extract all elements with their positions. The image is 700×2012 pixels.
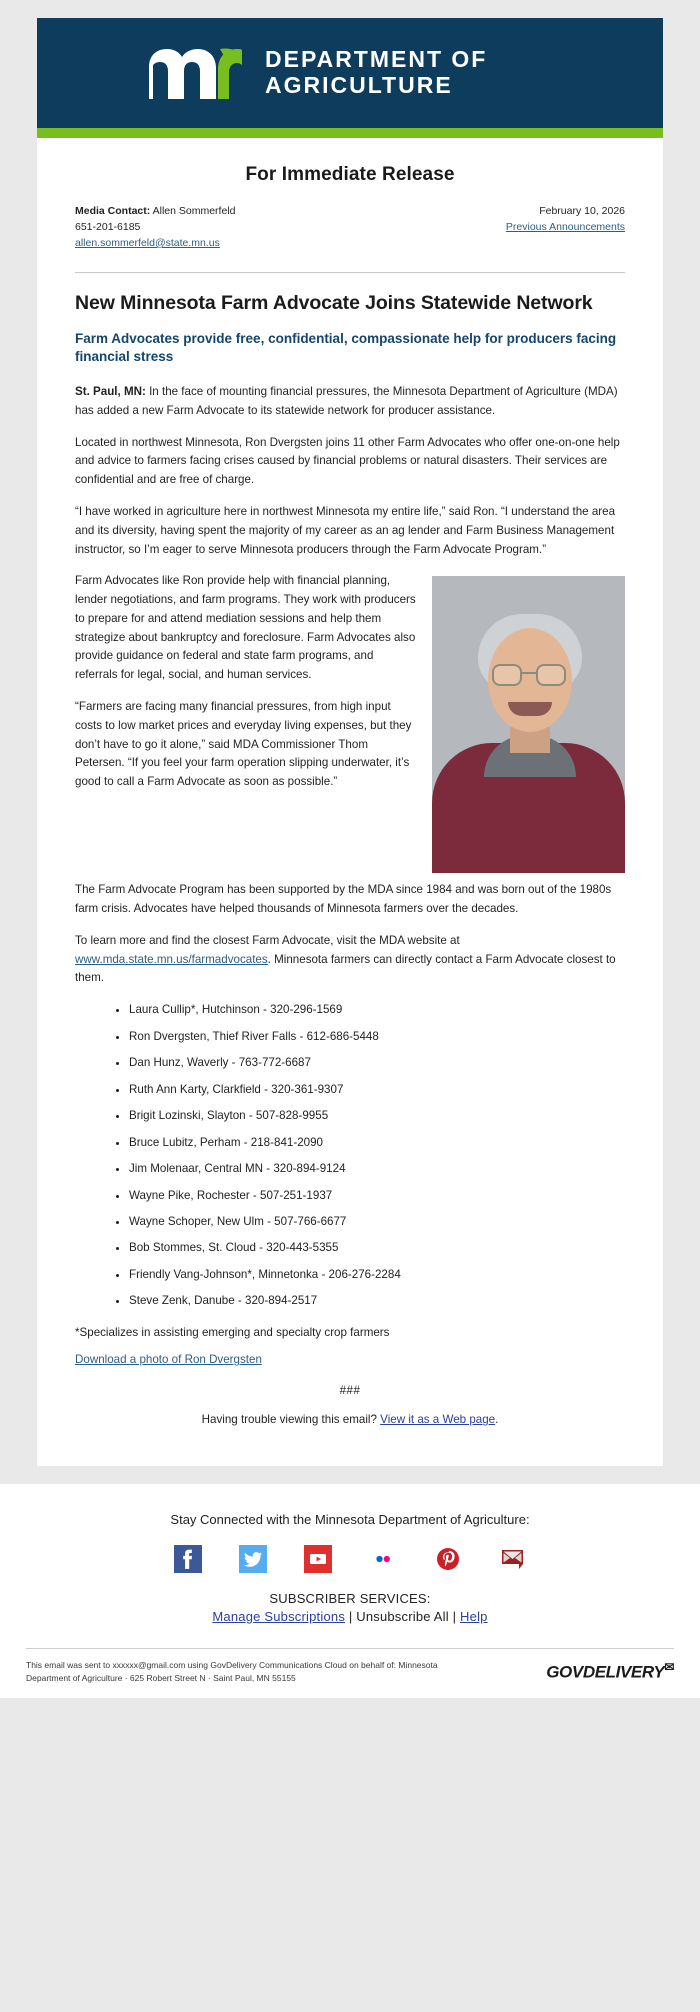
subheadline: Farm Advocates provide free, confidential, compassionate help for producers facing financial stress — [75, 330, 617, 365]
media-contact-name: Allen Sommerfeld — [152, 205, 236, 217]
trouble-text: Having trouble viewing this email? — [201, 1413, 381, 1427]
flickr-icon[interactable] — [369, 1545, 397, 1573]
view-as-webpage-link[interactable]: View it as a Web page — [380, 1413, 496, 1427]
list-item: • Bob Stommes, St. Cloud - 320-443-5355 — [129, 1239, 625, 1257]
media-contact-email-link[interactable]: allen.sommerfeld@state.mn.us — [75, 236, 220, 249]
photo-glasses-right — [536, 664, 566, 686]
download-photo-link[interactable]: Download a photo of Ron Dvergsten — [75, 1353, 262, 1367]
list-item: • Wayne Pike, Rochester - 507-251-1937 — [129, 1187, 625, 1205]
media-contact-block — [75, 204, 235, 252]
list-item: • Jim Molenaar, Central MN - 320-894-9124 — [129, 1160, 625, 1178]
list-item: • Laura Cullip*, Hutchinson - 320-296-1569 — [129, 1001, 625, 1019]
paragraph-2: Located in northwest Minnesota, Ron Dvergsten joins 11 other Farm Advocates who offer one-on-one help and advice to farmers facing crises caused by financial problems or natural disasters. Their services are confidential and are free of charge. — [75, 435, 620, 487]
paragraph-1 — [75, 383, 625, 421]
release-date: February 10, 2026 — [539, 205, 625, 217]
list-item: • Steve Zenk, Danube - 320-894-2517 — [129, 1292, 625, 1310]
paragraph-7-after: . Minnesota farmers can directly contact a Farm Advocate closest to them. — [75, 952, 616, 985]
fineprint-text — [26, 1659, 438, 1684]
subscriber-services — [0, 1591, 700, 1624]
twitter-icon[interactable] — [239, 1545, 267, 1573]
release-body — [37, 138, 663, 1426]
trouble-period: . — [495, 1413, 499, 1427]
subscriber-services-links — [0, 1609, 700, 1624]
media-contact-phone: 651-201-6185 — [75, 220, 141, 233]
green-accent-bar — [37, 128, 663, 138]
list-item: • Bruce Lubitz, Perham - 218-841-2090 — [129, 1134, 625, 1152]
list-item: • Ruth Ann Karty, Clarkfield - 320-361-9307 — [129, 1081, 625, 1099]
view-as-webpage-row — [75, 1413, 625, 1426]
govdelivery-envelope-icon: ✉ — [664, 1660, 674, 1675]
dept-line-1: DEPARTMENT OF — [265, 46, 488, 73]
subscriber-services-label: SUBSCRIBER SERVICES: — [269, 1591, 431, 1607]
list-item: • Dan Hunz, Waverly - 763-772-6687 — [129, 1054, 625, 1072]
media-contact-line — [75, 204, 235, 220]
list-item: • Wayne Schoper, New Ulm - 507-766-6677 — [129, 1213, 625, 1231]
list-item: • Friendly Vang-Johnson*, Minnetonka - 206-276-2284 — [129, 1266, 625, 1284]
list-item: • Ron Dvergsten, Thief River Falls - 612-686-5448 — [129, 1028, 625, 1046]
paragraph-4: Farm Advocates like Ron provide help with financial planning, lender negotiations, and farm programs. They work with producers to prepare for and attend mediation sessions and help them strategize about bankruptcy and foreclosure. Farm Advocates also provide guidance on federal and state farm programs, and referrals for legal, social, and human services. — [75, 574, 416, 682]
email-card — [37, 18, 663, 1466]
date-block — [506, 204, 625, 236]
paragraph-1-text: In the face of mounting financial pressures, the Minnesota Department of Agriculture (MDA) has added a new Farm Advocate to its statewide network for producer assistance. — [75, 385, 618, 417]
list-item: • Brigit Lozinski, Slayton - 507-828-9955 — [129, 1107, 625, 1125]
govdelivery-wordmark: GOVDELIVERY — [546, 1662, 665, 1682]
media-contact-label: Media Contact: — [75, 205, 151, 217]
top-gutter — [0, 0, 700, 18]
paragraph-6: The Farm Advocate Program has been supported by the MDA since 1984 and was born out of the 1980s farm crisis. Advocates have helped thousands of Minnesota farmers over the decades. — [75, 883, 612, 916]
unsubscribe-all-link[interactable]: Unsubscribe All — [356, 1609, 449, 1625]
mn-logo-icon — [147, 45, 243, 101]
separator-2: | — [452, 1609, 457, 1625]
masthead — [37, 18, 663, 128]
paragraph-7 — [75, 932, 625, 988]
help-link[interactable]: Help — [460, 1609, 488, 1625]
social-icons — [0, 1545, 700, 1591]
fineprint-line-1: This email was sent to xxxxxx@gmail.com using GovDelivery Communications Cloud on behalf of: Minnesota — [26, 1660, 438, 1671]
paragraph-3: “I have worked in agriculture here in northwest Minnesota my entire life,” said Ron. “I understand the area and its diversity, having spent the majority of my career as an ag lender and Farm Business Management instructor, so I’m eager to serve Minnesota producers through the Farm Advocate Program.” — [75, 504, 616, 556]
govdelivery-footer — [0, 1484, 700, 1698]
dept-line-2: AGRICULTURE — [265, 72, 453, 98]
photo-paragraph-block — [75, 572, 625, 881]
facebook-icon[interactable] — [174, 1545, 202, 1573]
for-immediate-release: For Immediate Release — [245, 164, 455, 185]
youtube-icon[interactable] — [304, 1545, 332, 1573]
email-icon[interactable] — [499, 1545, 527, 1573]
paragraph-7-before: To learn more and find the closest Farm Advocate, visit the MDA website at — [75, 933, 460, 947]
divider — [75, 272, 625, 273]
separator-1: | — [348, 1609, 353, 1625]
card-bottom-padding — [37, 1432, 663, 1466]
ron-dvergsten-photo — [432, 576, 625, 873]
dateline: St. Paul, MN: — [75, 385, 146, 399]
advocate-list — [75, 1001, 625, 1310]
stay-connected-label: Stay Connected with the Minnesota Department of Agriculture: — [170, 1512, 530, 1528]
manage-subscriptions-link[interactable]: Manage Subscriptions — [212, 1609, 346, 1625]
previous-announcements-link[interactable]: Previous Announcements — [505, 220, 625, 233]
mda-logo[interactable] — [147, 45, 487, 101]
page-title: New Minnesota Farm Advocate Joins Statewide Network — [75, 291, 593, 314]
fineprint-row — [0, 1649, 700, 1698]
contact-row — [75, 204, 625, 258]
department-wordmark — [265, 47, 487, 99]
pinterest-icon[interactable] — [434, 1545, 462, 1573]
photo-glasses-bridge — [522, 672, 536, 674]
mda-website-link[interactable]: www.mda.state.mn.us/farmadvocates — [75, 952, 268, 966]
paragraph-5: “Farmers are facing many financial pressures, from high input costs to low market prices and everyday living expenses, but they don’t have to go it alone,” said MDA Commissioner Thom Petersen. “If you feel your farm operation slipping underwater, it’s good to call a Farm Advocate as soon as possible.” — [75, 700, 412, 789]
footnote: *Specializes in assisting emerging and specialty crop farmers — [75, 1326, 390, 1340]
card-footer-gap — [0, 1466, 700, 1484]
photo-glasses-left — [492, 664, 522, 686]
fineprint-line-2: Department of Agriculture · 625 Robert Street N · Saint Paul, MN 55155 — [26, 1672, 296, 1683]
end-marker: ### — [339, 1384, 361, 1398]
govdelivery-logo — [546, 1660, 674, 1683]
